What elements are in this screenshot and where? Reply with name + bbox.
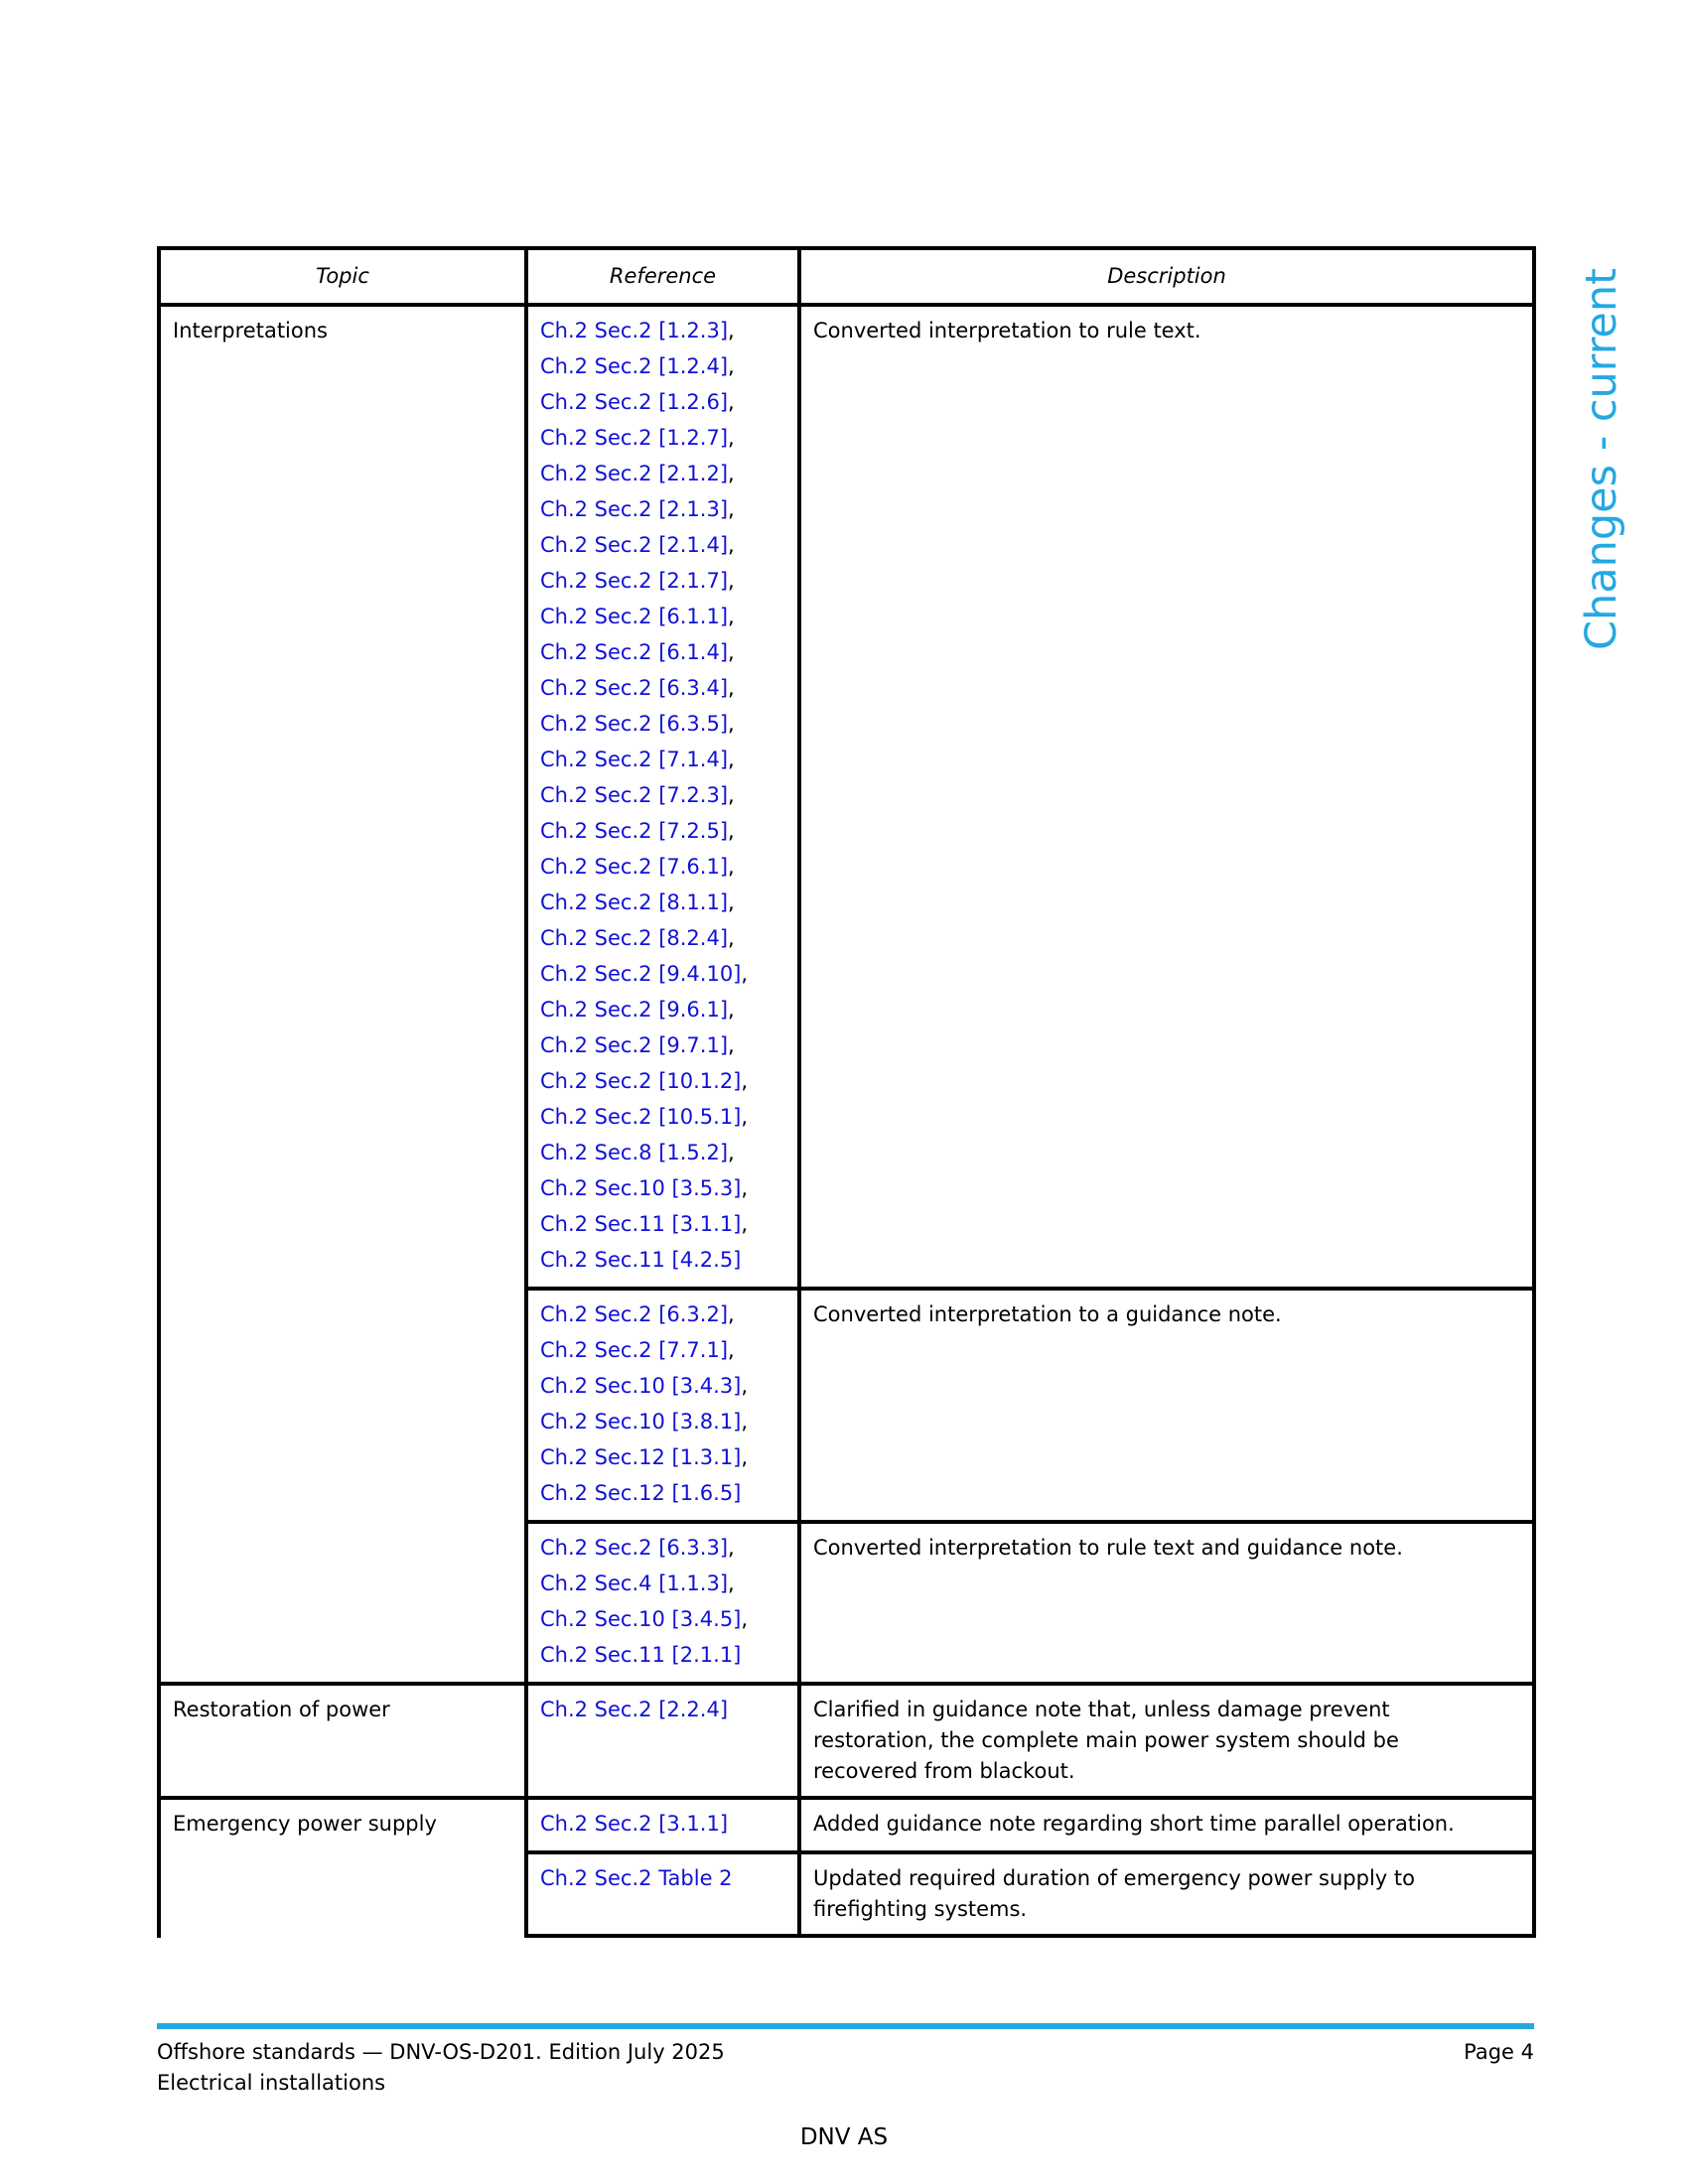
reference-link[interactable]: Ch.2 Sec.2 [9.7.1] [540, 1033, 729, 1057]
description-cell [801, 1686, 1536, 1800]
reference-link[interactable]: Ch.2 Sec.11 [3.1.1] [540, 1212, 742, 1236]
reference-comma: , [728, 748, 735, 771]
footer-publisher: DNV AS [799, 2124, 889, 2150]
reference-comma: , [741, 1607, 749, 1631]
reference-line [540, 1637, 785, 1673]
reference-line [540, 420, 785, 456]
reference-line [540, 1530, 785, 1566]
changes-current-sidebar-label: Changes - current [1577, 267, 1626, 650]
reference-line [540, 1439, 785, 1475]
reference-link[interactable]: Ch.2 Sec.2 [1.2.4] [540, 354, 729, 378]
reference-line [540, 384, 785, 420]
reference-line [540, 1099, 785, 1135]
reference-link[interactable]: Ch.2 Sec.4 [1.1.3] [540, 1571, 729, 1595]
reference-link[interactable]: Ch.2 Sec.2 Table 2 [540, 1866, 733, 1890]
reference-link[interactable]: Ch.2 Sec.2 [6.1.4] [540, 640, 729, 664]
reference-comma: , [728, 855, 735, 879]
reference-line [540, 348, 785, 384]
reference-link[interactable]: Ch.2 Sec.10 [3.8.1] [540, 1410, 742, 1433]
description-cell [801, 1854, 1536, 1938]
reference-comma: , [728, 712, 735, 736]
description-text: Added guidance note regarding short time parallel operation. [813, 1812, 1455, 1836]
page-footer [157, 2023, 1534, 2099]
reference-line [540, 563, 785, 599]
footer-doc-subtitle: Electrical installations [157, 2071, 386, 2095]
reference-link[interactable]: Ch.2 Sec.2 [2.1.3] [540, 497, 729, 521]
reference-comma: , [728, 783, 735, 807]
column-header-description: Description [801, 250, 1536, 307]
reference-line [540, 1692, 785, 1727]
reference-comma: , [741, 1069, 749, 1093]
reference-comma: , [741, 1105, 749, 1129]
description-text: Updated required duration of emergency power supply to firefighting systems. [813, 1866, 1415, 1921]
reference-line [540, 1860, 785, 1896]
reference-line [540, 742, 785, 777]
reference-link[interactable]: Ch.2 Sec.2 [1.2.7] [540, 426, 729, 450]
reference-line [540, 1404, 785, 1439]
reference-link[interactable]: Ch.2 Sec.12 [1.3.1] [540, 1445, 742, 1469]
reference-line [540, 313, 785, 348]
reference-comma: , [728, 1033, 735, 1057]
reference-line [540, 527, 785, 563]
reference-comma: , [728, 1141, 735, 1164]
footer-page-number: Page 4 [1464, 2040, 1534, 2064]
reference-link[interactable]: Ch.2 Sec.2 [9.4.10] [540, 962, 742, 986]
reference-comma: , [728, 319, 735, 342]
reference-line [540, 1297, 785, 1332]
reference-link[interactable]: Ch.2 Sec.2 [9.6.1] [540, 998, 729, 1022]
reference-cell [528, 1686, 801, 1800]
reference-link[interactable]: Ch.2 Sec.10 [3.4.3] [540, 1374, 742, 1398]
reference-comma: , [728, 998, 735, 1022]
reference-line [540, 1063, 785, 1099]
reference-line [540, 992, 785, 1027]
description-cell [801, 1291, 1536, 1524]
reference-comma: , [728, 354, 735, 378]
reference-line [540, 599, 785, 634]
reference-link[interactable]: Ch.2 Sec.8 [1.5.2] [540, 1141, 729, 1164]
reference-line [540, 813, 785, 849]
reference-comma: , [728, 569, 735, 593]
reference-line [540, 956, 785, 992]
reference-comma: , [728, 1338, 735, 1362]
reference-link[interactable]: Ch.2 Sec.2 [6.1.1] [540, 605, 729, 628]
reference-line [540, 1242, 785, 1278]
reference-cell [528, 1291, 801, 1524]
reference-link[interactable]: Ch.2 Sec.11 [4.2.5] [540, 1248, 742, 1272]
description-text: Converted interpretation to rule text. [813, 319, 1201, 342]
reference-line [540, 849, 785, 885]
changes-table [157, 246, 1536, 1938]
reference-line [540, 920, 785, 956]
reference-link[interactable]: Ch.2 Sec.2 [6.3.2] [540, 1302, 729, 1326]
topic-cell-emergency-power-supply: Emergency power supply [161, 1800, 528, 1938]
reference-link[interactable]: Ch.2 Sec.2 [7.6.1] [540, 855, 729, 879]
reference-comma: , [728, 890, 735, 914]
reference-link[interactable]: Ch.2 Sec.2 [10.5.1] [540, 1105, 742, 1129]
footer-divider-rule [157, 2023, 1534, 2029]
reference-comma: , [728, 926, 735, 950]
reference-line [540, 634, 785, 670]
reference-line [540, 670, 785, 706]
reference-line [540, 1566, 785, 1601]
topic-cell-restoration-of-power: Restoration of power [161, 1686, 528, 1800]
column-header-topic: Topic [161, 250, 528, 307]
reference-line [540, 1368, 785, 1404]
reference-comma: , [728, 819, 735, 843]
column-header-reference: Reference [528, 250, 801, 307]
topic-cell-interpretations: Interpretations [161, 307, 528, 1686]
reference-link[interactable]: Ch.2 Sec.2 [7.2.3] [540, 783, 729, 807]
reference-line [540, 491, 785, 527]
reference-cell [528, 307, 801, 1291]
description-cell [801, 307, 1536, 1291]
reference-cell [528, 1524, 801, 1686]
description-cell [801, 1800, 1536, 1854]
reference-cell [528, 1800, 801, 1854]
reference-link[interactable]: Ch.2 Sec.11 [2.1.1] [540, 1643, 742, 1667]
reference-link[interactable]: Ch.2 Sec.10 [3.4.5] [540, 1607, 742, 1631]
reference-line [540, 1135, 785, 1170]
reference-line [540, 1806, 785, 1842]
reference-comma: , [728, 1571, 735, 1595]
reference-link[interactable]: Ch.2 Sec.2 [7.7.1] [540, 1338, 729, 1362]
reference-line [540, 1601, 785, 1637]
reference-link[interactable]: Ch.2 Sec.2 [2.2.4] [540, 1698, 729, 1721]
reference-comma: , [728, 533, 735, 557]
reference-comma: , [728, 640, 735, 664]
description-text: Converted interpretation to rule text and guidance note. [813, 1536, 1403, 1560]
reference-comma: , [728, 605, 735, 628]
reference-comma: , [741, 1374, 749, 1398]
reference-line [540, 885, 785, 920]
reference-line [540, 1332, 785, 1368]
reference-link[interactable]: Ch.2 Sec.2 [1.2.3] [540, 319, 729, 342]
reference-link[interactable]: Ch.2 Sec.12 [1.6.5] [540, 1481, 742, 1505]
reference-link[interactable]: Ch.2 Sec.2 [2.1.4] [540, 533, 729, 557]
reference-line [540, 777, 785, 813]
reference-comma: , [741, 1176, 749, 1200]
reference-link[interactable]: Ch.2 Sec.2 [7.1.4] [540, 748, 729, 771]
description-text: Converted interpretation to a guidance note. [813, 1302, 1282, 1326]
reference-comma: , [728, 1302, 735, 1326]
reference-comma: , [741, 962, 749, 986]
reference-comma: , [728, 390, 735, 414]
reference-comma: , [741, 1445, 749, 1469]
reference-link[interactable]: Ch.2 Sec.10 [3.5.3] [540, 1176, 742, 1200]
reference-line [540, 1475, 785, 1511]
reference-link[interactable]: Ch.2 Sec.2 [6.3.5] [540, 712, 729, 736]
reference-line [540, 1170, 785, 1206]
reference-comma: , [728, 462, 735, 485]
reference-line [540, 1206, 785, 1242]
reference-link[interactable]: Ch.2 Sec.2 [2.1.2] [540, 462, 729, 485]
reference-link[interactable]: Ch.2 Sec.2 [8.1.1] [540, 890, 729, 914]
reference-comma: , [728, 497, 735, 521]
reference-line [540, 706, 785, 742]
reference-comma: , [728, 676, 735, 700]
description-text: Clarified in guidance note that, unless damage prevent restoration, the complete main power system should be recovered from blackout. [813, 1698, 1399, 1783]
reference-line [540, 456, 785, 491]
description-cell [801, 1524, 1536, 1686]
reference-comma: , [728, 1536, 735, 1560]
reference-link[interactable]: Ch.2 Sec.2 [6.3.4] [540, 676, 729, 700]
reference-comma: , [741, 1212, 749, 1236]
reference-link[interactable]: Ch.2 Sec.2 [2.1.7] [540, 569, 729, 593]
reference-cell [528, 1854, 801, 1938]
reference-link[interactable]: Ch.2 Sec.2 [6.3.3] [540, 1536, 729, 1560]
reference-comma: , [728, 426, 735, 450]
reference-link[interactable]: Ch.2 Sec.2 [7.2.5] [540, 819, 729, 843]
reference-link[interactable]: Ch.2 Sec.2 [3.1.1] [540, 1812, 729, 1836]
reference-link[interactable]: Ch.2 Sec.2 [1.2.6] [540, 390, 729, 414]
reference-link[interactable]: Ch.2 Sec.2 [8.2.4] [540, 926, 729, 950]
reference-link[interactable]: Ch.2 Sec.2 [10.1.2] [540, 1069, 742, 1093]
footer-doc-title: Offshore standards — DNV-OS-D201. Edition July 2025 [157, 2040, 725, 2064]
reference-comma: , [741, 1410, 749, 1433]
reference-line [540, 1027, 785, 1063]
